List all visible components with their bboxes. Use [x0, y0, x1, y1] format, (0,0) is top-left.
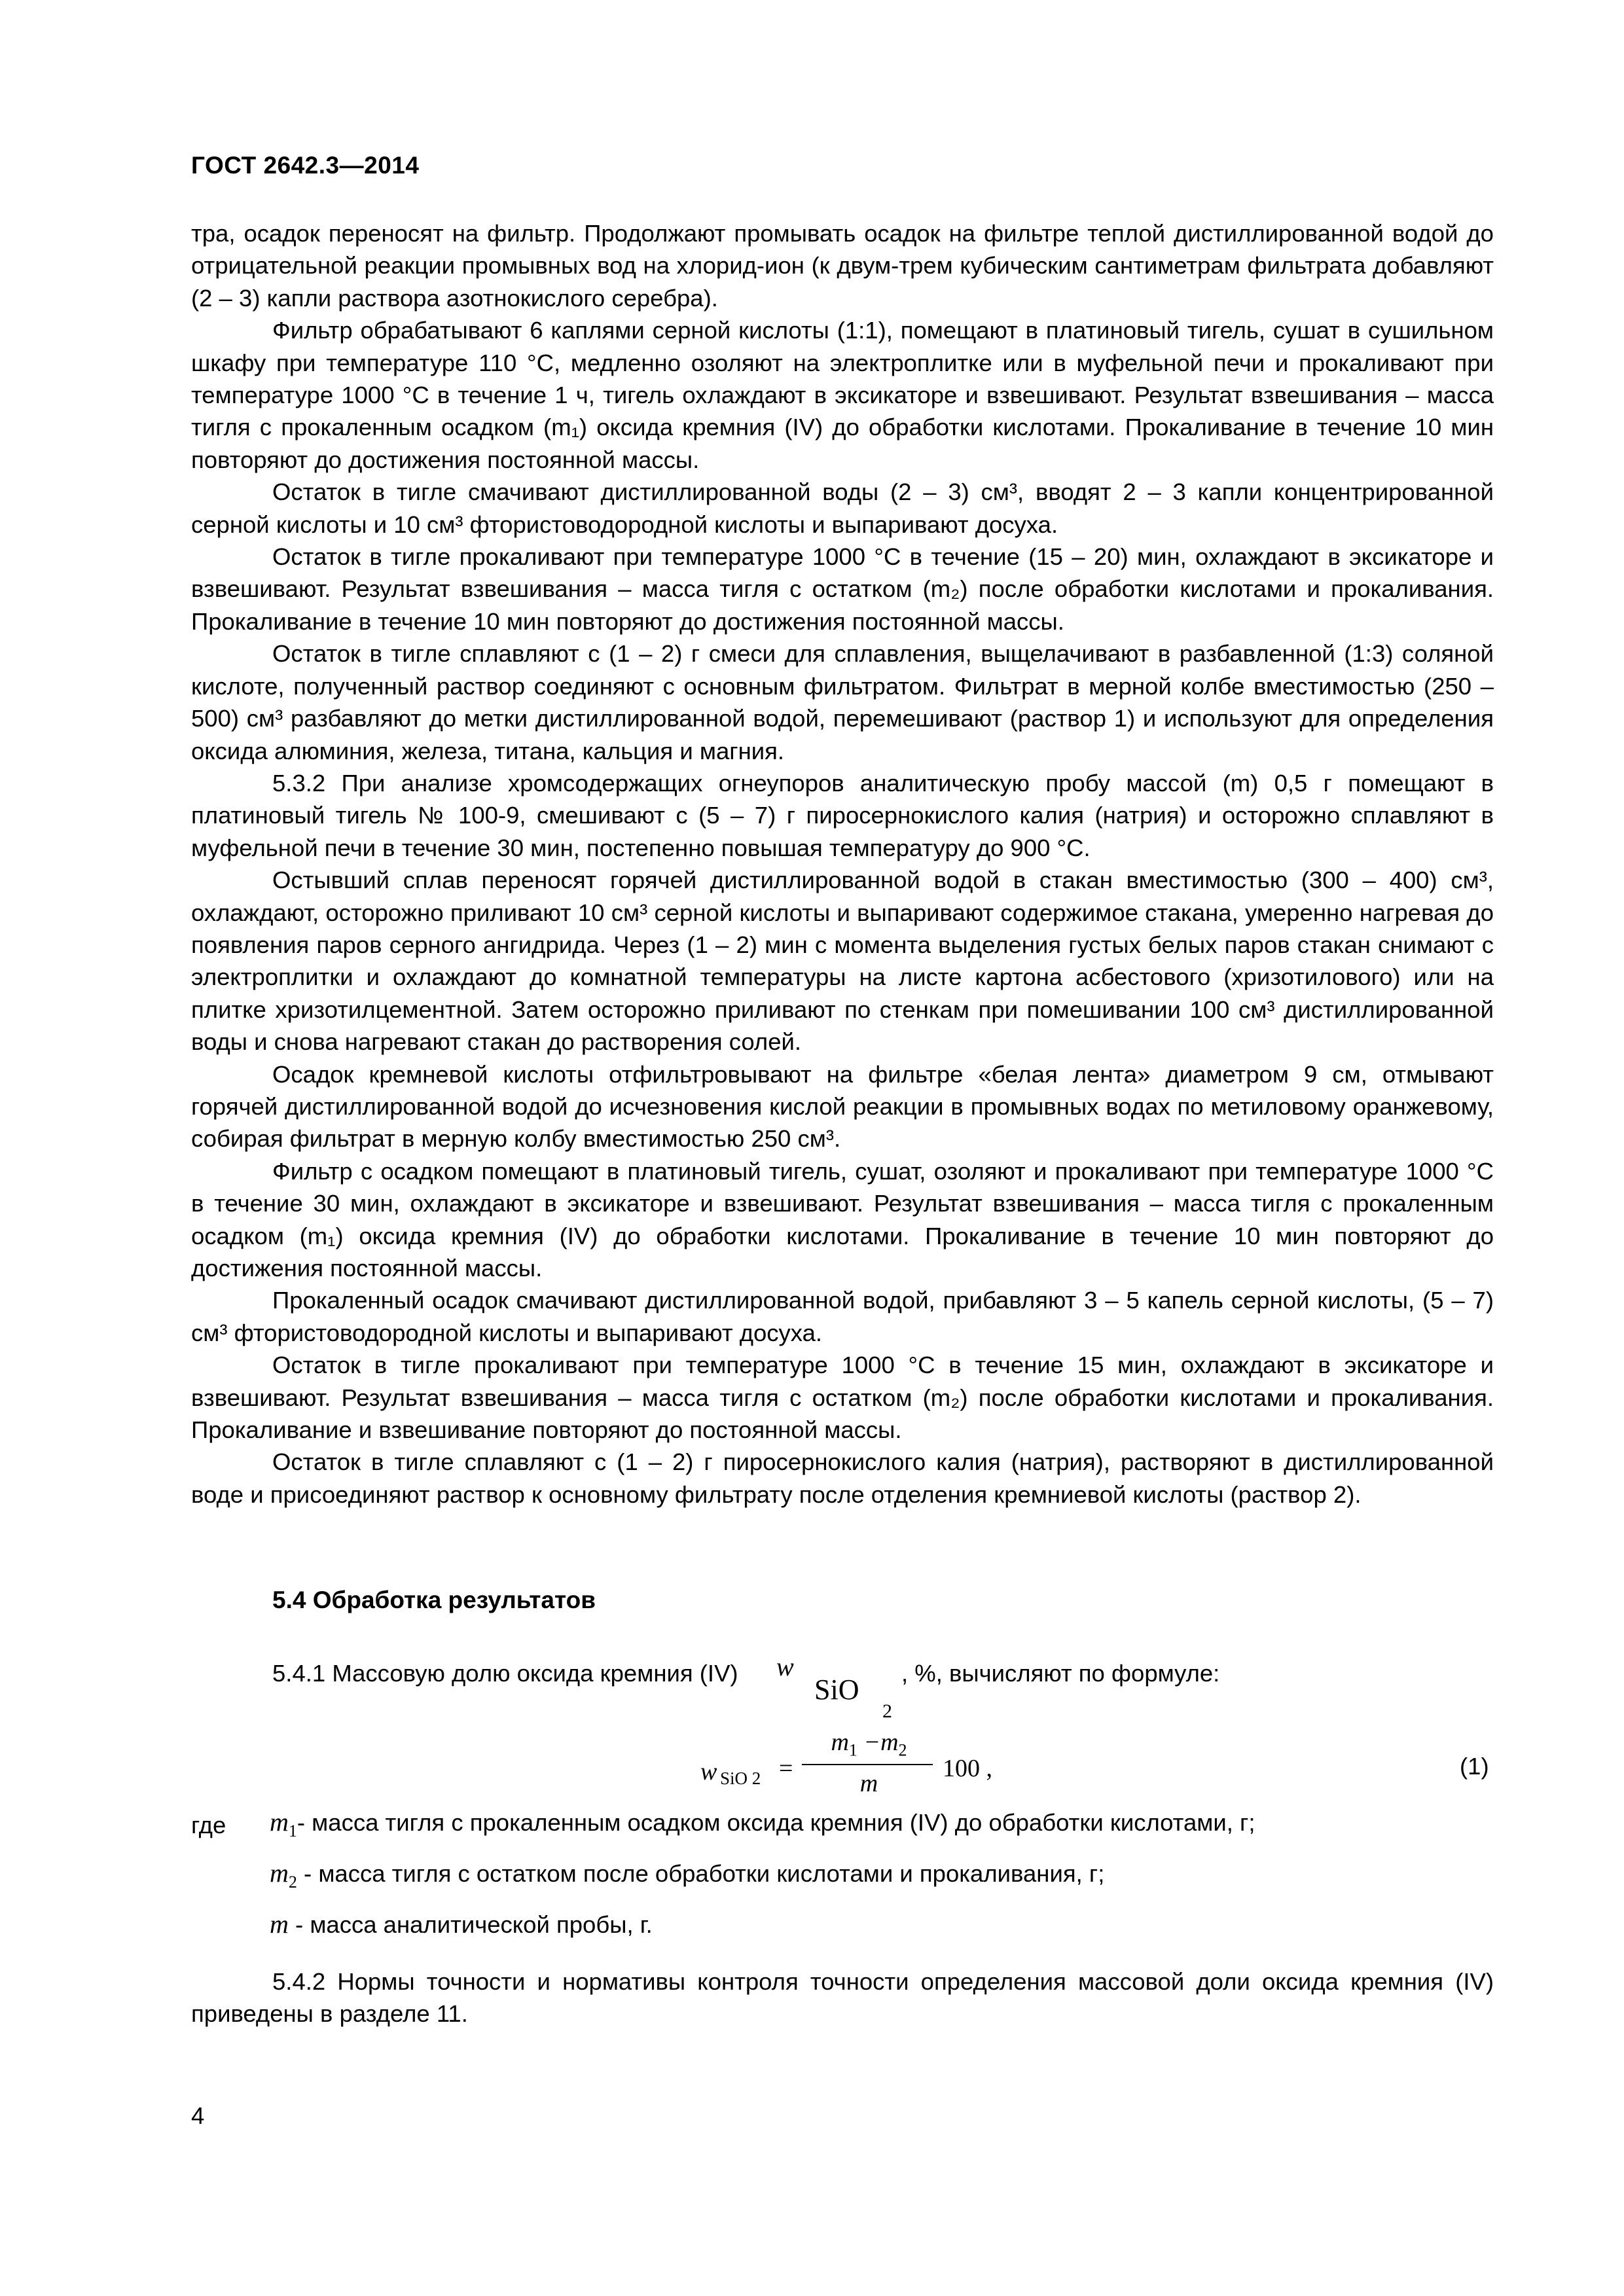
clause-5-4-1-lead: 5.4.1 Массовую долю оксида кремния (IV)	[272, 1660, 738, 1687]
paragraph: Остаток в тигле смачивают дистиллированной воды (2 – 3) см³, вводят 2 – 3 капли концентрированной серной кислоты и 10 см³ фтористоводородной кислоты и выпаривают досуха.	[191, 478, 1494, 538]
formula-1	[700, 1728, 992, 1813]
paragraph: Остывший сплав переносят горячей дистиллированной водой в стакан вместимостью (300 – 400) см³, охлаждают, осторожно приливают 10 см³ серной кислоты и выпаривают содержимое стакана, умеренно нагревая до появления паров серного ангидрида. Через (1 – 2) мин с момента выделения густых белых паров стакан снимают с электроплитки и охлаждают до комнатной температуры на листе картона асбестового (хризотилового) или на плитке хризотилцементной. Затем осторожно приливают по стенкам при помешивании 100 см³ дистиллированной воды и снова нагревают стакан до растворения солей.	[191, 867, 1494, 1056]
symbol-sio: SiO	[814, 1674, 859, 1706]
definition-m1: $m_1-$ масса тигля с прокаленным осадком оксида кремния (IV) до обработки кислотами, г;	[270, 1807, 1255, 1840]
paragraph: Остаток в тигле прокаливают при температуре 1000 °С в течение (15 – 20) мин, охлаждают в эксикаторе и взвешивают. Результат взвешивания – масса тигля с остатком (m₂) после обработки кислотами и прокаливания. Прокаливание в течение 10 мин повторяют до достижения постоянной массы.	[191, 543, 1494, 635]
symbol-sub-2: 2	[882, 1700, 892, 1722]
formula-number: (1)	[1460, 1753, 1489, 1780]
paragraph: Остаток в тигле прокаливают при температуре 1000 °С в течение 15 мин, охлаждают в эксикаторе и взвешивают. Результат взвешивания – масса тигля с остатком (m₂) после обработки кислотами и прокаливания. Прокаливание и взвешивание повторяют до постоянной массы.	[191, 1352, 1494, 1444]
formula-equals: =	[779, 1755, 793, 1782]
formula-denominator: m	[859, 1770, 878, 1797]
formula-factor: 100 ,	[943, 1755, 992, 1782]
where-label: где	[191, 1812, 226, 1839]
page-number: 4	[191, 2102, 205, 2129]
paragraph: Остаток в тигле сплавляют с (1 – 2) г смеси для сплавления, выщелачивают в разбавленной (1:3) соляной кислоте, полученный раствор соединяют с основным фильтратом. Фильтрат в мерной колбе вместимостью (250 – 500) см³ разбавляют до метки дистиллированной водой, перемешивают (раствор 1) и используют для определения оксида алюминия, железа, титана, кальция и магния.	[191, 640, 1494, 764]
paragraph: Осадок кремневой кислоты отфильтровывают на фильтре «белая лента» диаметром 9 см, отмывают горячей дистиллированной водой до исчезновения кислой реакции в промывных водах по метиловому оранжевому, собирая фильтрат в мерную колбу вместимостью 250 см³.	[191, 1060, 1494, 1153]
paragraph: Прокаленный осадок смачивают дистиллированной водой, прибавляют 3 – 5 капель серной кислоты, (5 – 7) см³ фтористоводородной кислоты и выпаривают досуха.	[191, 1287, 1494, 1346]
formula-lhs-w: w	[700, 1758, 717, 1785]
definition-m: m - масса аналитической пробы, г.	[270, 1909, 653, 1939]
paragraph: тра, осадок переносят на фильтр. Продолжают промывать осадок на фильтре теплой дистиллированной водой до отрицательной реакции промывных вод на хлорид-ион (к двум-трем кубическим сантиметрам фильтрата добавляют (2 – 3) капли раствора азотнокислого серебра).	[191, 220, 1494, 312]
clause-5-4-2: 5.4.2 Нормы точности и нормативы контроля точности определения массовой доли оксида кремния (IV) приведены в разделе 11.	[191, 1968, 1494, 2028]
section-heading: 5.4 Обработка результатов	[272, 1587, 596, 1613]
document-header: ГОСТ 2642.3—2014	[191, 152, 420, 179]
paragraph: Фильтр с осадком помещают в платиновый тигель, сушат, озоляют и прокаливают при температуре 1000 °С в течение 30 мин, охлаждают в эксикаторе и взвешивают. Результат взвешивания – масса тигля с прокаленным осадком (m₁) оксида кремния (IV) до обработки кислотами. Прокаливание в течение 10 мин повторяют до достижения постоянной массы.	[191, 1157, 1494, 1282]
body-text	[191, 217, 1494, 1511]
formula-lhs-subscript: SiO 2	[720, 1768, 761, 1788]
paragraph: 5.3.2 При анализе хромсодержащих огнеупоров аналитическую пробу массой (m) 0,5 г помещают в платиновый тигель № 100-9, смешивают с (5 – 7) г пиросернокислого калия (натрия) и осторожно сплавляют в муфельной печи в течение 30 мин, постепенно повышая температуру до 900 °С.	[191, 769, 1494, 861]
symbol-w: w	[776, 1652, 794, 1681]
clause-5-4-1-tail: , %, вычисляют по формуле:	[901, 1660, 1220, 1687]
paragraph: Фильтр обрабатывают 6 каплями серной кислоты (1:1), помещают в платиновый тигель, сушат в сушильном шкафу при температуре 110 °С, медленно озоляют на электроплитке или в муфельной печи и прокаливают при температуре 1000 °С в течение 1 ч, тигель охлаждают в эксикаторе и взвешивают. Результат взвешивания – масса тигля с прокаленным осадком (m₁) оксида кремния (IV) до обработки кислотами. Прокаливание в течение 10 мин повторяют до достижения постоянной массы.	[191, 317, 1494, 473]
formula-numerator: $m_1 -m_2$	[831, 1729, 907, 1760]
fraction-bar	[802, 1764, 933, 1765]
paragraph: Остаток в тигле сплавляют с (1 – 2) г пиросернокислого калия (натрия), растворяют в дистиллированной воде и присоединяют раствор к основному фильтрату после отделения кремниевой кислоты (раствор 2).	[191, 1448, 1494, 1508]
definition-m2: $m_2$ - масса тигля с остатком после обработки кислотами и прокаливания, г;	[270, 1858, 1105, 1892]
